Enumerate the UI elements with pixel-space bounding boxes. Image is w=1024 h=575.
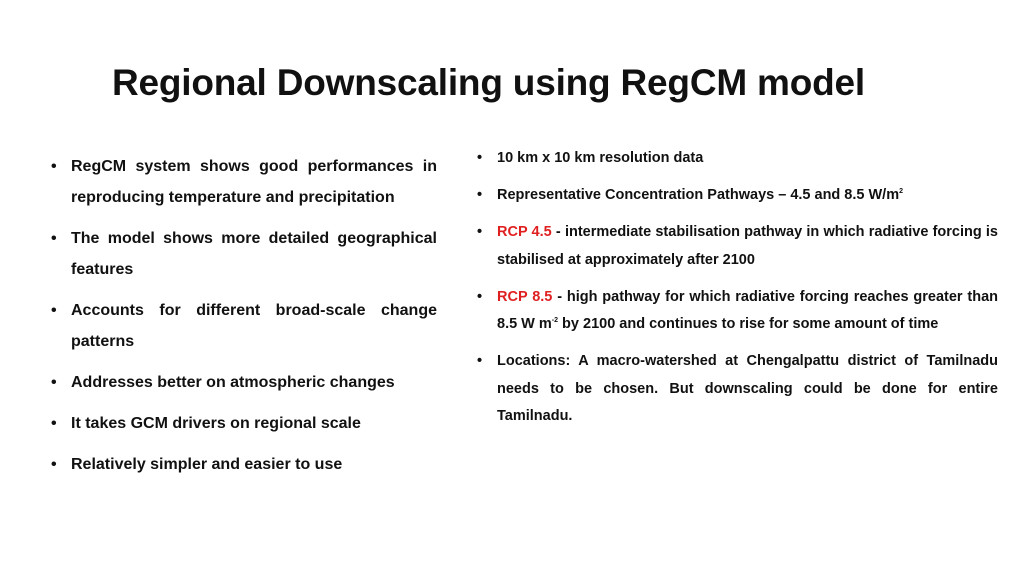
rcp85-label: RCP 8.5 bbox=[497, 288, 553, 305]
left-bullet-item: • The model shows more detailed geographical features bbox=[51, 223, 437, 285]
rcp-intro-bullet bbox=[477, 182, 998, 210]
left-bullet-list bbox=[51, 151, 437, 490]
left-bullet-item: • Accounts for different broad-scale change patterns bbox=[51, 295, 437, 357]
left-bullet-item: • RegCM system shows good performances in reproducing temperature and precipitation bbox=[51, 151, 437, 213]
left-bullet-item: • It takes GCM drivers on regional scale bbox=[51, 408, 437, 439]
rcp45-description: - intermediate stabilisation pathway in which radiative forcing is stabilised at approximately after 2100 bbox=[497, 224, 999, 268]
left-bullet-item: • Relatively simpler and easier to use bbox=[51, 449, 437, 480]
left-bullet-item: • Addresses better on atmospheric changes bbox=[51, 367, 437, 398]
superscript-2: 2 bbox=[899, 188, 904, 196]
right-bullet-list bbox=[477, 145, 998, 440]
locations-bullet: • Locations: A macro-watershed at Chengalpattu district of Tamilnadu needs to be chosen. But downscaling could be done for entire Tamilnadu. bbox=[477, 348, 998, 431]
resolution-bullet: • 10 km x 10 km resolution data bbox=[477, 145, 998, 173]
rcp85-bullet bbox=[477, 284, 998, 339]
superscript-minus-2: -2 bbox=[551, 317, 559, 325]
rcp45-bullet bbox=[477, 219, 998, 274]
rcp45-label: RCP 4.5 bbox=[497, 224, 552, 240]
rcp85-description-b: by 2100 and continues to rise for some amount of time bbox=[558, 316, 939, 332]
rcp-intro-text: Representative Concentration Pathways – 4.5 and 8.5 W/m bbox=[497, 187, 900, 203]
rcp85-description-a: - high pathway for which radiative forcing reaches greater than 8.5 W m bbox=[497, 288, 998, 332]
slide-title: Regional Downscaling using RegCM model bbox=[112, 62, 866, 103]
